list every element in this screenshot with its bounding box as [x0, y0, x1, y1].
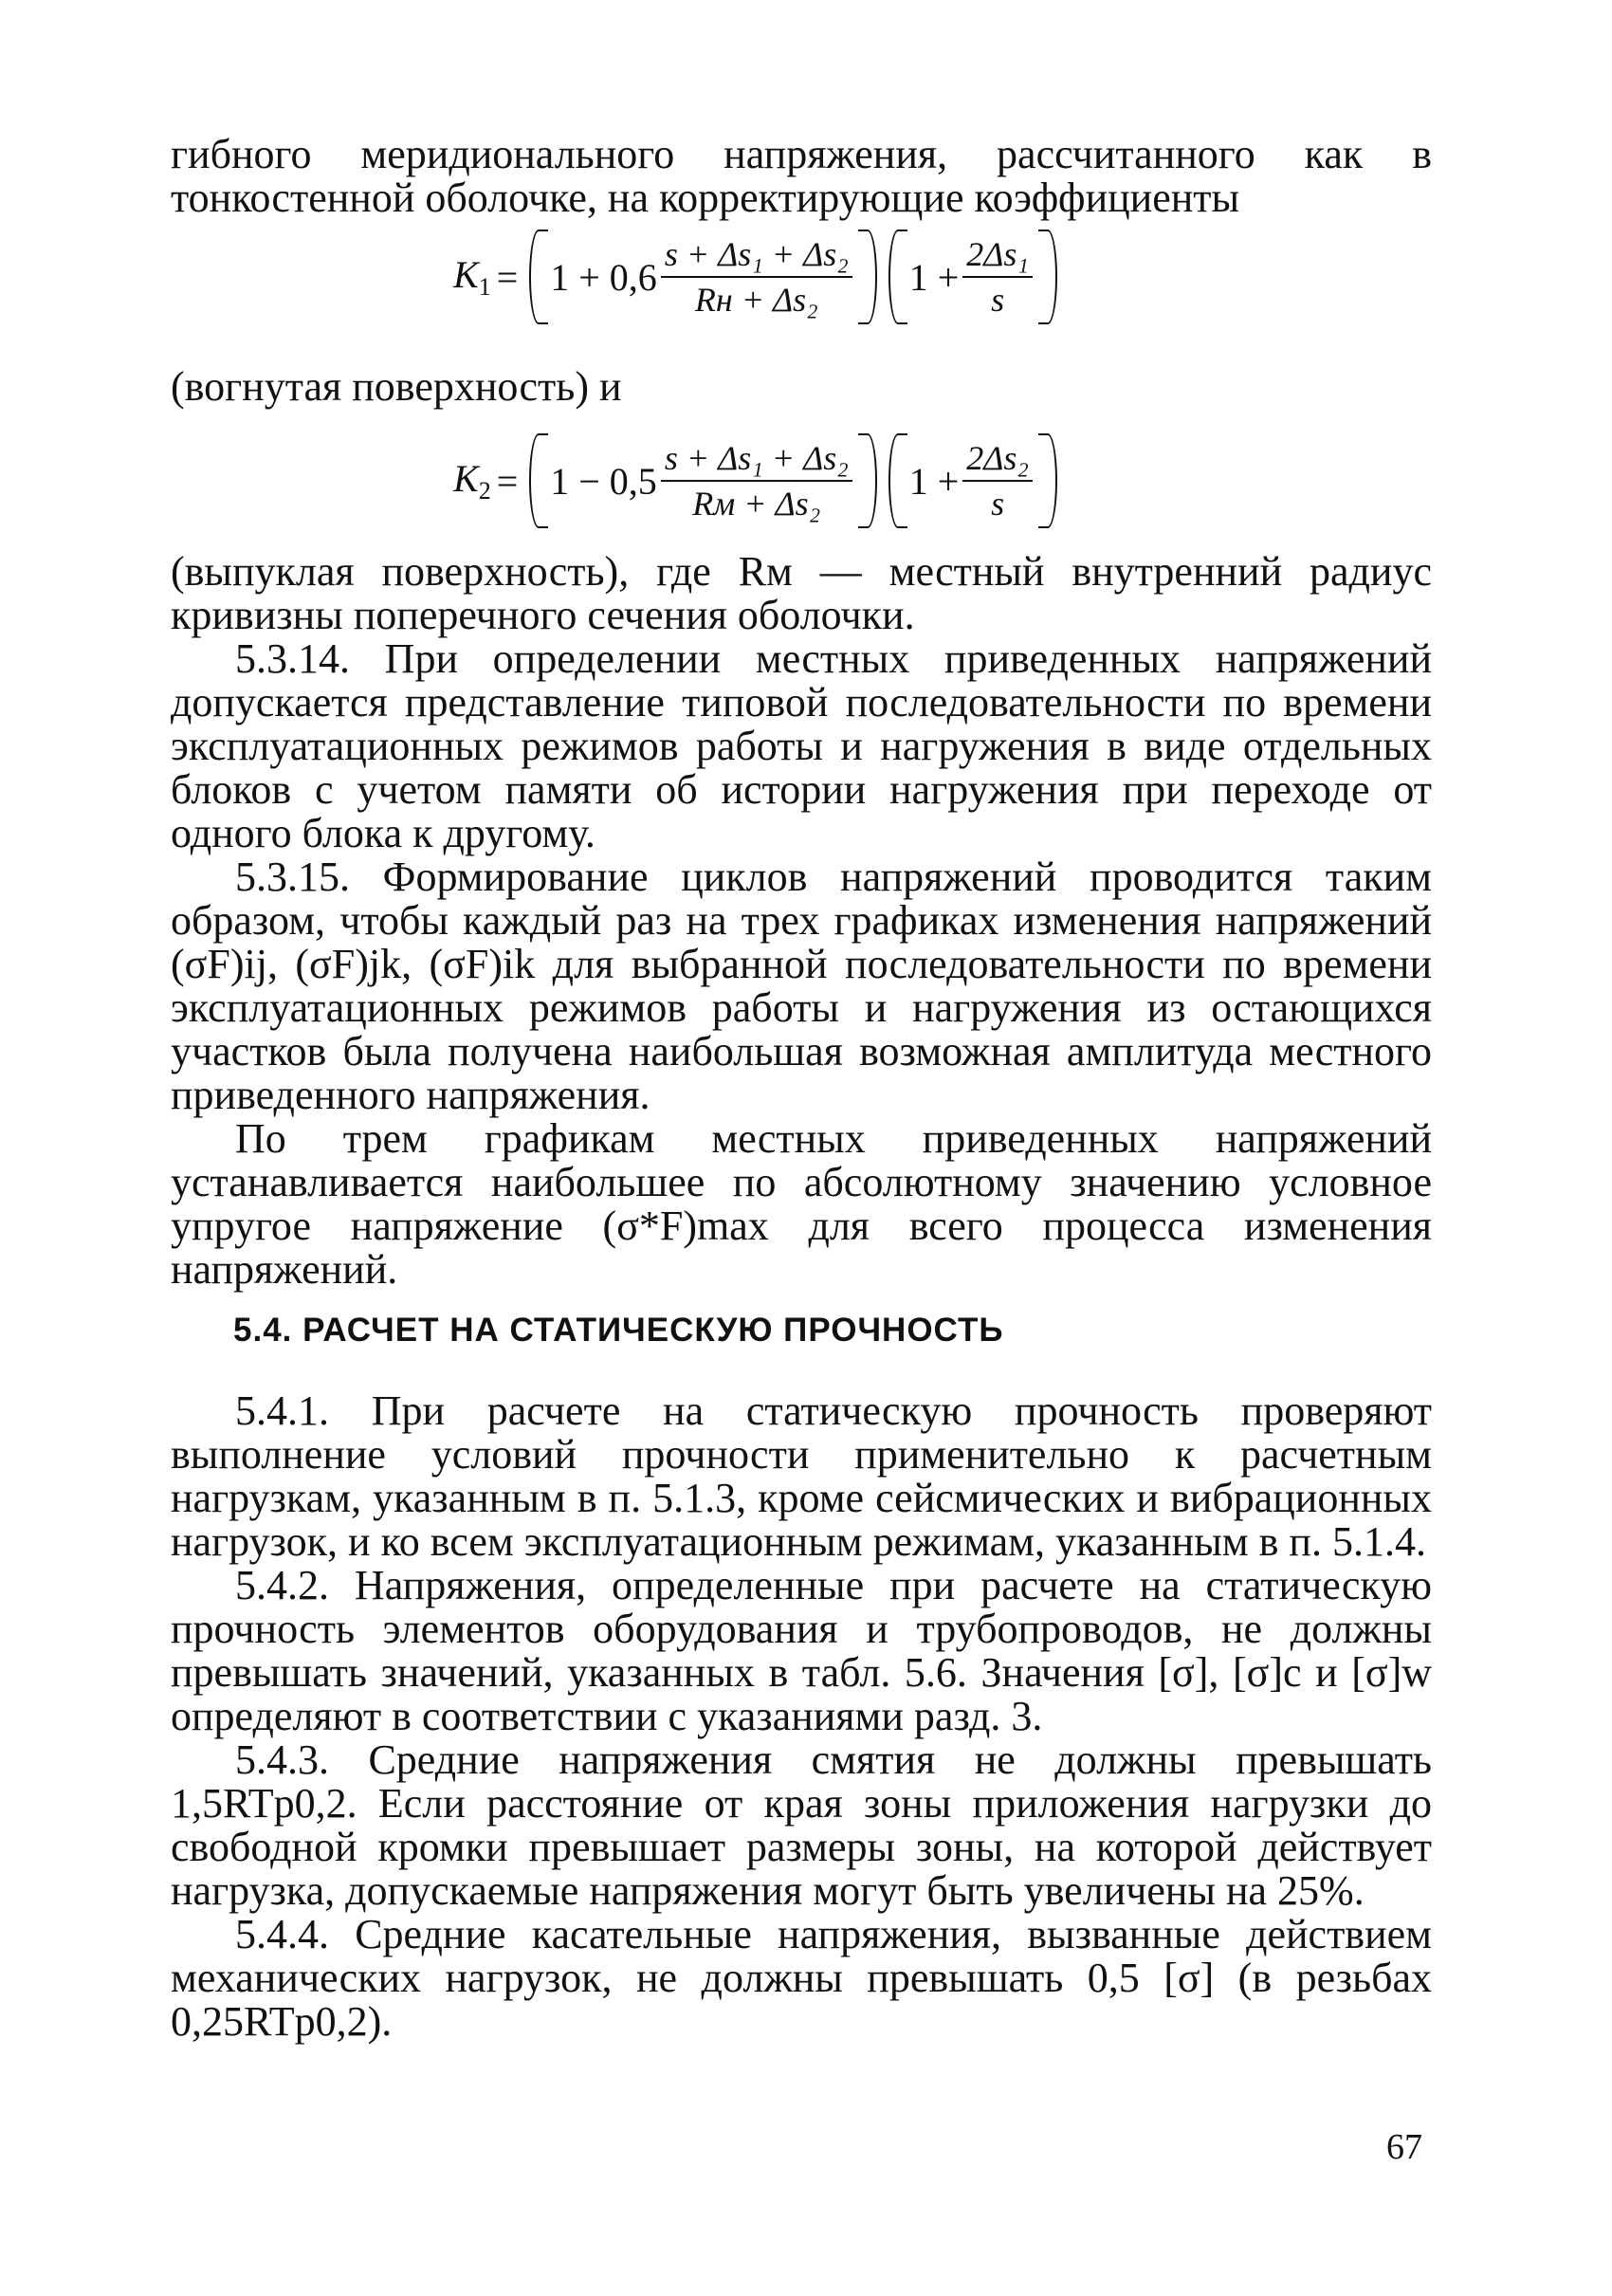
formula-k1-right-bracket [888, 230, 1057, 324]
formula-k1-denominator: Rн + Δs₂ [694, 281, 818, 319]
paragraph-5-4-3: 5.4.3. Средние напряжения смятия не должны превышать 1,5RTp0,2. Если расстояние от края зоны приложения нагрузки до свободной кромки превышает размеры зоны, на которой действует нагрузка, допускаемые напряжения могут быть увеличены на 25%. [171, 1736, 1432, 1914]
section-heading: 5.4. РАСЧЕТ НА СТАТИЧЕСКУЮ ПРОЧНОСТЬ [233, 1312, 1004, 1349]
formula-k1-fraction2 [962, 234, 1033, 320]
formula-k1-lead2: 1 + [908, 255, 960, 299]
formula-k2-fraction2 [962, 438, 1033, 523]
formula-k1-fraction [661, 234, 852, 320]
paragraph-three-graphs: По трем графикам местных приведенных напряжений устанавливается наибольшее по абсолютному значению условное упругое напряжение (σ*F)max для всего процесса изменения напряжений. [171, 1115, 1432, 1293]
formula-k1-lead: 1 + 0,6 [550, 255, 657, 299]
formula-k2-numerator2: 2Δs₂ [962, 438, 1033, 482]
paragraph-convex: (выпуклая поверхность), где Rм — местный внутренний радиус кривизны поперечного сечения оболочки. [171, 548, 1432, 638]
formula-k2-lhs: $K_2$ [453, 457, 491, 505]
formula-k2-fraction [661, 438, 852, 523]
paragraph-5-3-15: 5.3.15. Формирование циклов напряжений проводится таким образом, чтобы каждый раз на трех графиках изменения напряжений (σF)ij, (σF)jk, (σF)ik для выбранной последовательности по времени эксплуатационных режимов работы и нагружения из остающихся участков была получена наибольшая возможная амплитуда местного приведенного напряжения. [171, 854, 1432, 1118]
formula-k2-equals: = [496, 459, 519, 503]
formula-k2 [453, 432, 1063, 530]
paragraph-5-4-1: 5.4.1. При расчете на статическую прочность проверяют выполнение условий прочности применительно к расчетным нагрузкам, указанным в п. 5.1.3, кроме сейсмических и вибрационных нагрузок, и ко всем эксплуатационным режимам, указанным в п. 5.1.4. [171, 1387, 1432, 1565]
formula-k1-numerator: s + Δs₁ + Δs₂ [661, 234, 852, 278]
text-block-5-4 [171, 1389, 1432, 2044]
paragraph-concave: (вогнутая поверхность) и [171, 363, 622, 410]
formula-k2-lead: 1 − 0,5 [550, 459, 657, 503]
text-block-5-3 [171, 550, 1432, 1292]
formula-k2-right-bracket [888, 433, 1057, 528]
formula-k1-equals: = [496, 255, 519, 299]
formula-k2-denominator2: s [991, 485, 1005, 523]
paragraph-5-4-2: 5.4.2. Напряжения, определенные при расчете на статическую прочность элементов оборудования и трубопроводов, не должны превышать значений, указанных в табл. 5.6. Значения [σ], [σ]c и [σ]w определяют в соответствии с указаниями разд. 3. [171, 1562, 1432, 1739]
formula-k1-numerator2: 2Δs₁ [962, 234, 1033, 278]
formula-k1 [453, 228, 1063, 326]
paragraph-5-4-4: 5.4.4. Средние касательные напряжения, вызванные действием механических нагрузок, не должны превышать 0,5 [σ] (в резьбах 0,25RTp0,2). [171, 1911, 1432, 2045]
formula-k2-lead2: 1 + [908, 459, 960, 503]
paragraph-intro: гибного меридионального напряжения, рассчитанного как в тонкостенной оболочке, на корректирующие коэффициенты [171, 131, 1432, 221]
paragraph-5-3-14: 5.3.14. При определении местных приведенных напряжений допускается представление типовой последовательности по времени эксплуатационных режимов работы и нагружения в виде отдельных блоков с учетом памяти об истории нагружения при переходе от одного блока к другому. [171, 635, 1432, 856]
formula-k1-denominator2: s [991, 281, 1005, 319]
formula-k2-left-bracket [529, 433, 876, 528]
formula-k1-left-bracket [529, 230, 876, 324]
formula-k2-numerator: s + Δs₁ + Δs₂ [661, 438, 852, 482]
page-number: 67 [1386, 2127, 1422, 2167]
formula-k2-denominator: Rм + Δs₂ [692, 485, 821, 523]
formula-k1-lhs: $K_1$ [453, 253, 491, 301]
